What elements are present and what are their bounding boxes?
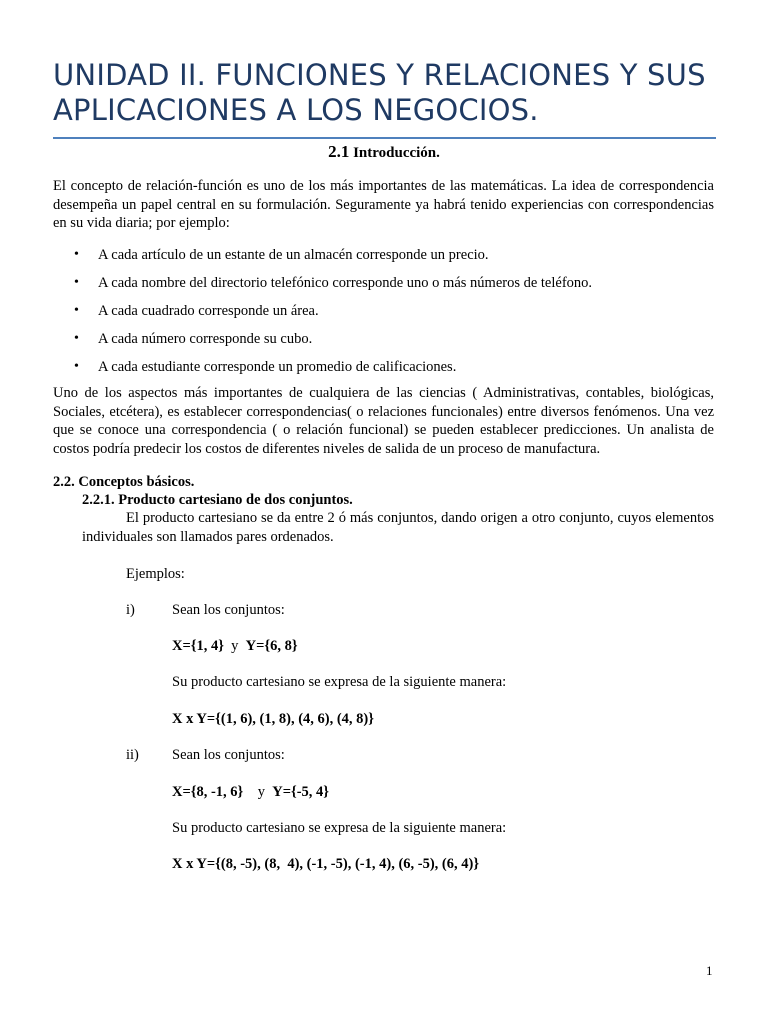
- example-1-set-x: X={1, 4}: [172, 638, 224, 654]
- list-item-text: A cada artículo de un estante de un almacén corresponde un precio.: [98, 247, 489, 263]
- title-line-1: UNIDAD II. FUNCIONES Y RELACIONES Y SUS: [53, 58, 706, 92]
- list-item: [53, 357, 714, 385]
- title-line-2: APLICACIONES A LOS NEGOCIOS.: [53, 93, 539, 127]
- bullet-list: [53, 245, 714, 385]
- example-1-intro: Sean los conjuntos:: [172, 602, 285, 618]
- example-2-set-y: Y={-5, 4}: [272, 784, 329, 800]
- subsection-subheading: 2.2.1. Producto cartesiano de dos conjuntos.: [82, 492, 353, 508]
- bullet-icon: •: [74, 303, 79, 318]
- example-1-set-y: Y={6, 8}: [245, 638, 298, 654]
- example-2-sets: [172, 783, 329, 801]
- cartesian-definition: El producto cartesiano se da entre 2 ó más conjuntos, dando origen a otro conjunto, cuyos elementos individuales son llamados pares ordenados.: [82, 510, 714, 545]
- example-1-expression-text: Su producto cartesiano se expresa de la siguiente manera:: [172, 674, 507, 690]
- bullet-icon: •: [74, 331, 79, 346]
- section-heading: [0, 142, 768, 162]
- example-2-product: X x Y={(8, -5), (8, 4), (-1, -5), (-1, 4), (6, -5), (6, 4)}: [172, 856, 480, 872]
- bullet-icon: •: [74, 247, 79, 262]
- list-item-text: A cada nombre del directorio telefónico corresponde uno o más números de teléfono.: [98, 275, 593, 291]
- title-underline: [53, 137, 716, 139]
- second-paragraph: Uno de los aspectos más importantes de cualquiera de las ciencias ( Administrativas, contables, biológicas, Sociales, etcétera), es establecer correspondencias( o relaciones funcionales) entre diversos fenómenos. Una vez que se conoce una correspondencia ( o relación funcional) se pueden establecer predicciones. Un analista de costos podría predecir los costos de diferentes niveles de salida de un proceso de manufactura.: [53, 385, 714, 457]
- example-1-marker: i): [126, 602, 135, 618]
- list-item: [53, 273, 714, 301]
- example-1-product: X x Y={(1, 6), (1, 8), (4, 6), (4, 8)}: [172, 711, 374, 727]
- intro-paragraph: El concepto de relación-función es uno de los más importantes de las matemáticas. La idea de correspondencia desempeña un papel central en su formulación. Seguramente ya habrá tenido experiencias con correspondencias en su vida diaria; por ejemplo:: [53, 178, 714, 231]
- example-1-connector: y: [231, 638, 239, 654]
- list-item: [53, 245, 714, 273]
- list-item-text: A cada estudiante corresponde un promedio de calificaciones.: [98, 359, 457, 375]
- subsection-heading: 2.2. Conceptos básicos.: [53, 474, 195, 490]
- example-2-set-x: X={8, -1, 6}: [172, 784, 244, 800]
- list-item-text: A cada número corresponde su cubo.: [98, 331, 313, 347]
- list-item: [53, 329, 714, 357]
- list-item-text: A cada cuadrado corresponde un área.: [98, 303, 319, 319]
- list-item: [53, 301, 714, 329]
- section-title: Introducción.: [353, 145, 440, 161]
- example-1-sets: [172, 637, 298, 655]
- example-2-marker: ii): [126, 747, 139, 763]
- bullet-icon: •: [74, 359, 79, 374]
- example-2-intro: Sean los conjuntos:: [172, 747, 285, 763]
- examples-label: Ejemplos:: [126, 566, 185, 582]
- page-number: 1: [706, 963, 713, 978]
- bullet-icon: •: [74, 275, 79, 290]
- document-title: [53, 58, 733, 128]
- example-2-connector: y: [257, 784, 265, 800]
- section-number: 2.1: [328, 142, 350, 161]
- example-2-expression-text: Su producto cartesiano se expresa de la siguiente manera:: [172, 820, 507, 836]
